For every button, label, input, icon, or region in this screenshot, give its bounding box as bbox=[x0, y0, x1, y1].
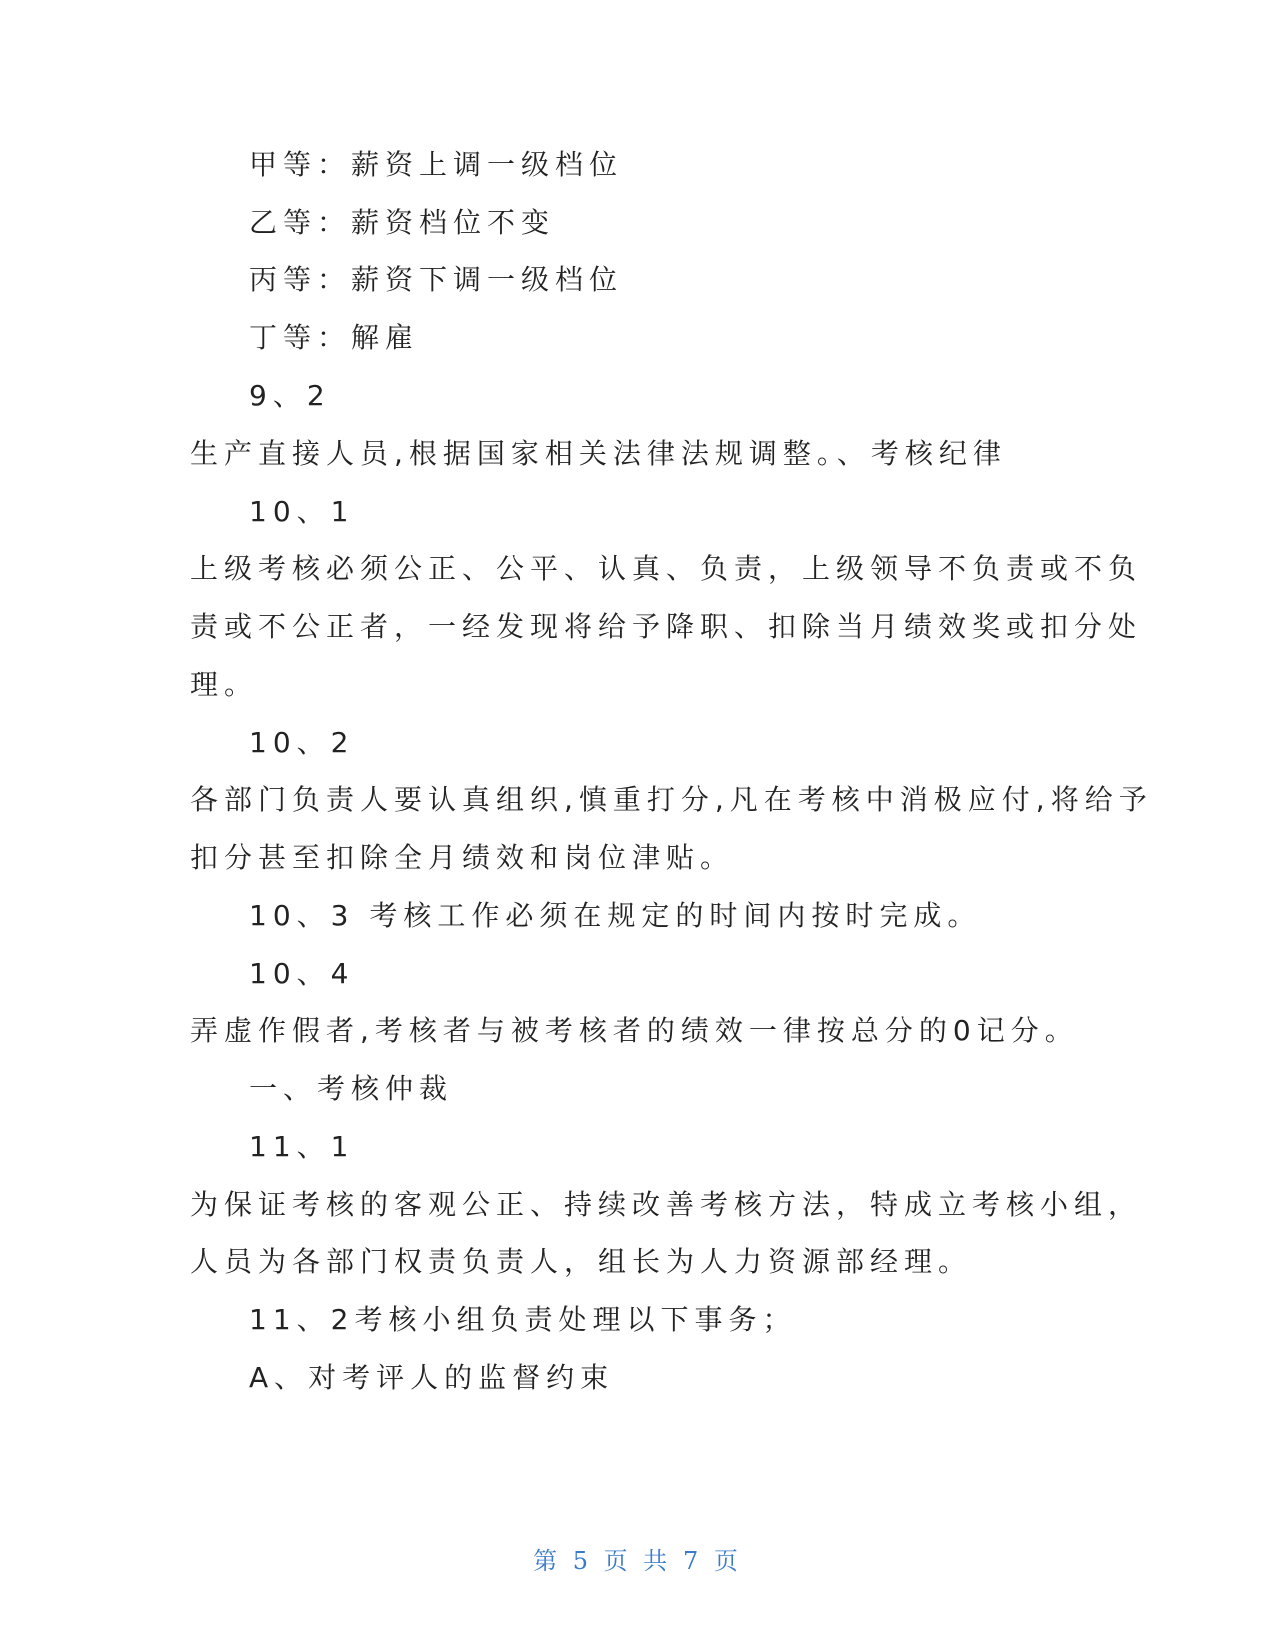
clause-10-1-text-line1: 上级考核必须公正、公平、认真、负责，上级领导不负责或不负 bbox=[190, 552, 1143, 585]
clause-9-2-number: 9、2 bbox=[249, 379, 331, 412]
item-a: A、对考评人的监督约束 bbox=[249, 1361, 615, 1394]
grade-a-line: 甲等：薪资上调一级档位 bbox=[249, 148, 624, 181]
clause-10-3: 10、3 考核工作必须在规定的时间内按时完成。 bbox=[249, 899, 982, 932]
clause-10-1-text-line2: 责或不公正者，一经发现将给予降职、扣除当月绩效奖或扣分处 bbox=[190, 610, 1143, 643]
clause-10-2-text-line1: 各部门负责人要认真组织,慎重打分,凡在考核中消极应付,将给予 bbox=[190, 783, 1153, 816]
grade-c-line: 丙等：薪资下调一级档位 bbox=[249, 263, 624, 296]
section-heading-arbitration: 一、考核仲裁 bbox=[249, 1072, 454, 1105]
clause-10-1-number: 10、1 bbox=[249, 495, 355, 528]
clause-11-1-text-line2: 人员为各部门权责负责人，组长为人力资源部经理。 bbox=[190, 1245, 973, 1278]
clause-10-1-text-line3: 理。 bbox=[190, 668, 259, 701]
clause-10-2-text-line2: 扣分甚至扣除全月绩效和岗位津贴。 bbox=[190, 841, 735, 874]
clause-9-2-text: 生产直接人员,根据国家相关法律法规调整。、考核纪律 bbox=[190, 437, 1007, 470]
clause-11-2: 11、2考核小组负责处理以下事务； bbox=[249, 1303, 797, 1336]
clause-11-1-number: 11、1 bbox=[249, 1130, 355, 1163]
page-number-footer: 第 5 页 共 7 页 bbox=[533, 1547, 742, 1575]
clause-10-2-number: 10、2 bbox=[249, 726, 355, 759]
grade-d-line: 丁等：解雇 bbox=[249, 321, 420, 354]
clause-10-4-text: 弄虚作假者,考核者与被考核者的绩效一律按总分的0记分。 bbox=[190, 1014, 1079, 1047]
grade-b-line: 乙等：薪资档位不变 bbox=[249, 206, 556, 239]
clause-10-4-number: 10、4 bbox=[249, 957, 355, 990]
clause-11-1-text-line1: 为保证考核的客观公正、持续改善考核方法，特成立考核小组， bbox=[190, 1188, 1143, 1221]
